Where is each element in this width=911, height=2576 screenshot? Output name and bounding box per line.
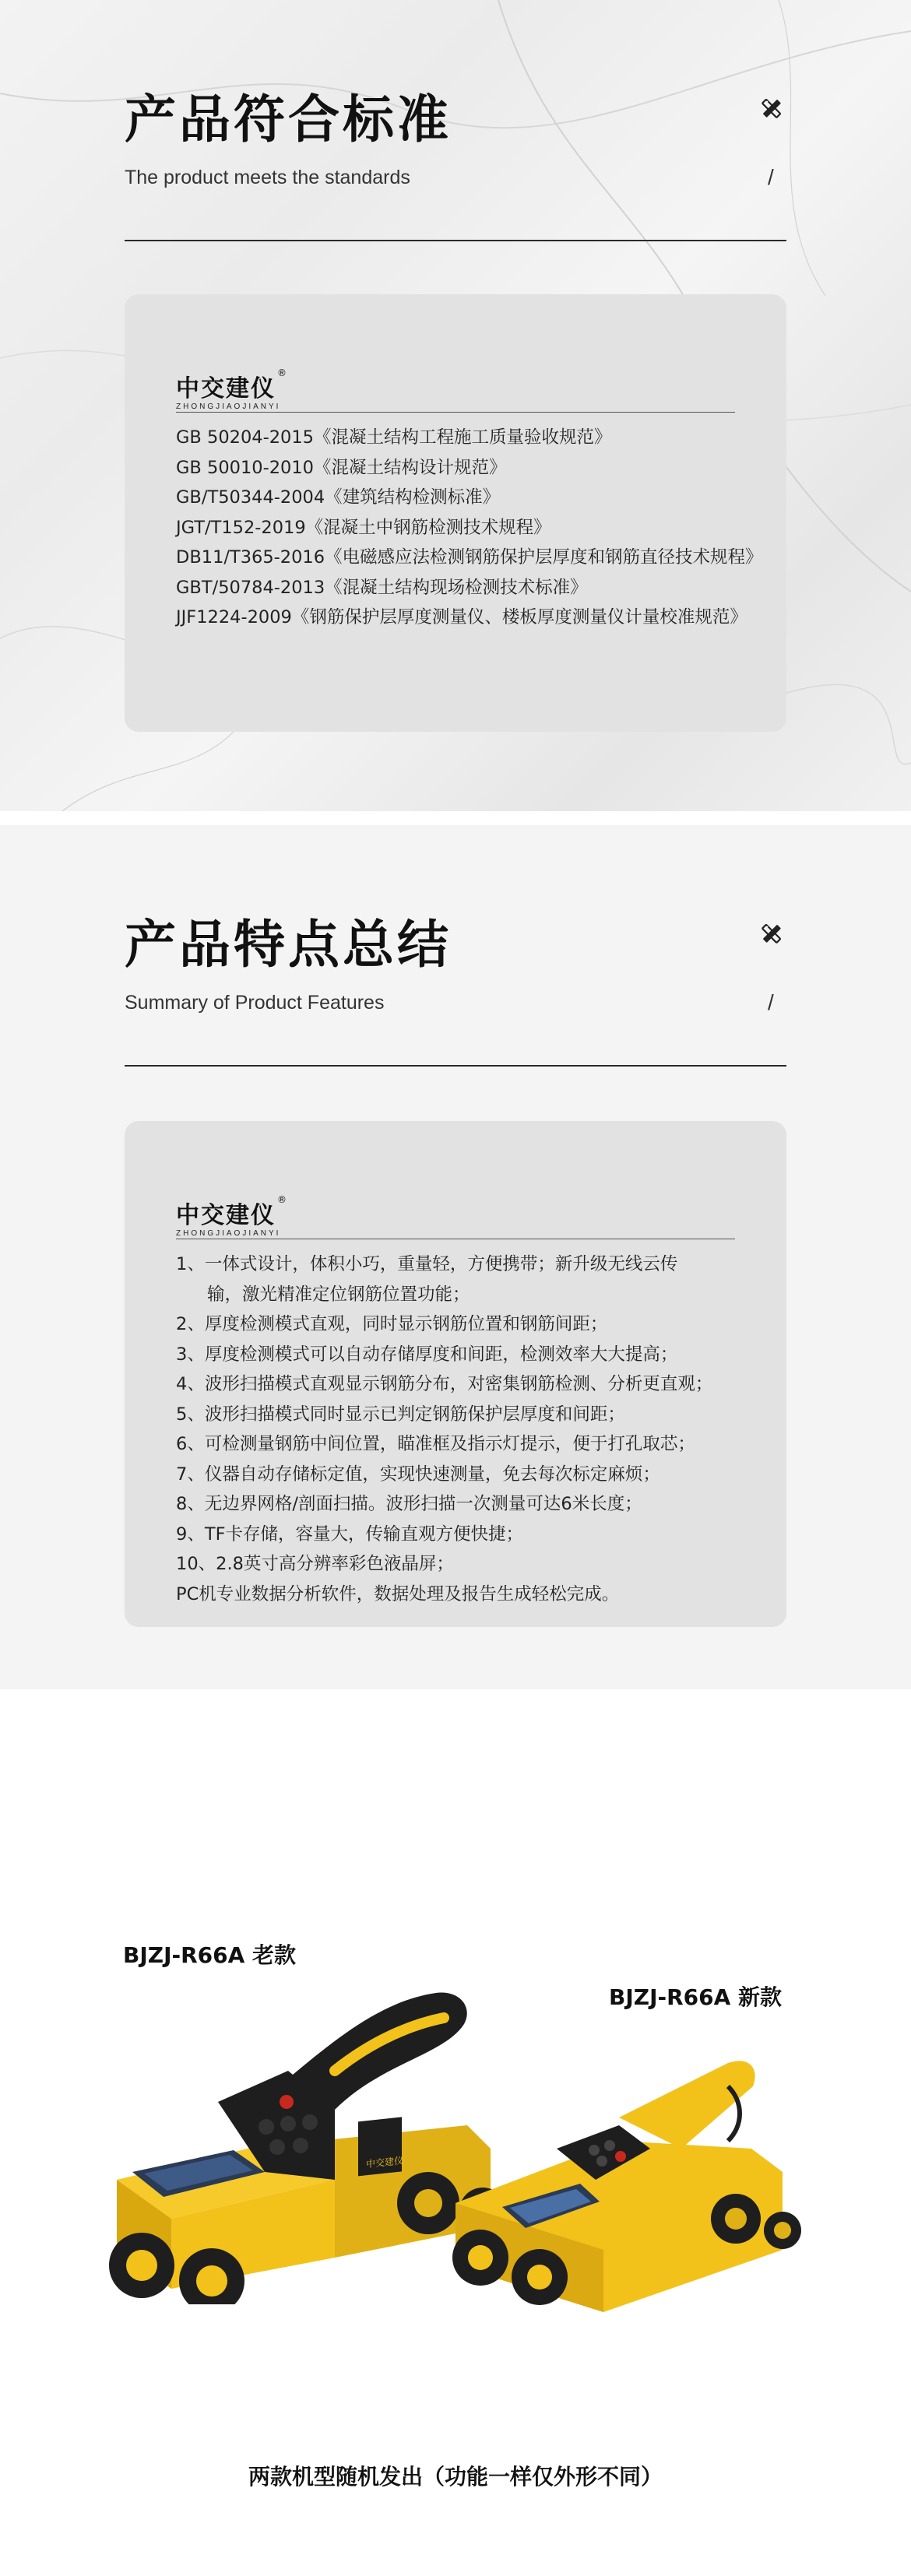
- feature-item: [176, 1309, 768, 1340]
- logo-pinyin: ZHONGJIAOJIANYI: [176, 1229, 281, 1238]
- feature-number: 9、: [176, 1523, 205, 1545]
- feature-text: 波形扫描模式直观显示钢筋分布，对密集钢筋检测、分析更直观；: [204, 1374, 713, 1394]
- feature-item: [176, 1400, 768, 1430]
- registered-mark: ®: [277, 367, 288, 378]
- standards-card: [125, 294, 786, 732]
- feature-text: 可检测量钢筋中间位置，瞄准框及指示灯提示，便于打孔取芯；: [204, 1434, 695, 1454]
- models-caption: 两款机型随机发出（功能一样仅外形不同）: [248, 2464, 663, 2490]
- section-divider: [125, 1065, 786, 1067]
- feature-item: [176, 1520, 768, 1550]
- pencil-ruler-icon: [758, 920, 785, 947]
- feature-number: 2、: [176, 1314, 205, 1334]
- brand-logo: [176, 369, 288, 411]
- feature-number: 8、: [176, 1494, 205, 1514]
- feature-item: [176, 1429, 768, 1460]
- standards-list: [176, 423, 768, 633]
- feature-item-continuation: [176, 1280, 768, 1310]
- page-subtitle: The product meets the standards: [125, 167, 410, 188]
- feature-text: 厚度检测模式直观，同时显示钢筋位置和钢筋间距；: [204, 1314, 608, 1334]
- feature-number: 5、: [176, 1404, 205, 1425]
- slash-mark: /: [768, 165, 774, 189]
- feature-number: 1、: [176, 1254, 205, 1274]
- old-model-device-image: [101, 1946, 506, 2304]
- feature-item: [176, 1340, 768, 1370]
- feature-item: [176, 1249, 768, 1280]
- feature-number: 3、: [176, 1344, 205, 1365]
- logo-text: 中交建仪: [176, 375, 276, 402]
- standard-item: GB/T50344-2004《建筑结构检测标准》: [176, 487, 501, 508]
- feature-number: 6、: [176, 1434, 205, 1454]
- registered-mark: ®: [277, 1194, 288, 1205]
- section-divider: [125, 240, 786, 241]
- feature-number: 4、: [176, 1374, 205, 1394]
- logo-text: 中交建仪: [176, 1202, 276, 1229]
- feature-item: [176, 1580, 768, 1610]
- feature-text: 一体式设计，体积小巧，重量轻，方便携带；新升级无线云传: [204, 1254, 678, 1274]
- features-list: [176, 1249, 768, 1609]
- models-section: [0, 1689, 911, 2576]
- feature-text: 无边界网格/剖面扫描。波形扫描一次测量可达6米长度；: [204, 1494, 642, 1514]
- feature-text: PC机专业数据分析软件，数据处理及报告生成轻松完成。: [176, 1583, 620, 1604]
- pencil-ruler-icon: [758, 95, 785, 121]
- standard-item: JJF1224-2009《钢筋保护层厚度测量仪、楼板厚度测量仪计量校准规范》: [176, 607, 747, 627]
- page-title: 产品符合标准: [125, 90, 452, 149]
- features-section: [0, 825, 911, 1689]
- feature-text: 仪器自动存储标定值，实现快速测量，免去每次标定麻烦；: [204, 1464, 660, 1485]
- feature-item: [176, 1369, 768, 1400]
- brand-logo: [176, 1196, 288, 1238]
- standard-item: DB11/T365-2016《电磁感应法检测钢筋保护层厚度和钢筋直径技术规程》: [176, 547, 763, 568]
- feature-item: [176, 1460, 768, 1490]
- feature-number: 10、: [176, 1554, 216, 1574]
- feature-item: [176, 1489, 768, 1520]
- standard-item: GBT/50784-2013《混凝土结构现场检测技术标准》: [176, 577, 588, 598]
- standards-section: [0, 0, 911, 811]
- feature-text: 输，激光精准定位钢筋位置功能；: [207, 1284, 470, 1305]
- feature-text: 波形扫描模式同时显示已判定钢筋保护层厚度和间距；: [204, 1404, 625, 1425]
- new-model-label: BJZJ-R66A 新款: [609, 1984, 783, 2010]
- feature-text: 厚度检测模式可以自动存储厚度和间距，检测效率大大提高；: [204, 1344, 678, 1365]
- logo-divider: [176, 412, 735, 413]
- device-brand-text: 中交建仪: [366, 2155, 403, 2170]
- feature-text: 2.8英寸高分辨率彩色液晶屏；: [216, 1554, 454, 1574]
- standard-item: GB 50204-2015《混凝土结构工程施工质量验收规范》: [176, 427, 612, 448]
- standard-item: GB 50010-2010《混凝土结构设计规范》: [176, 457, 507, 478]
- features-card: [125, 1121, 786, 1627]
- section-subtitle: Summary of Product Features: [125, 992, 385, 1014]
- old-model-label: BJZJ-R66A 老款: [123, 1942, 297, 1968]
- feature-text: TF卡存储，容量大，传输直观方便快捷；: [204, 1523, 524, 1545]
- feature-item: [176, 1549, 768, 1580]
- new-model-device-image: [448, 2024, 806, 2335]
- slash-mark: /: [768, 990, 774, 1014]
- logo-pinyin: ZHONGJIAOJIANYI: [176, 402, 281, 411]
- feature-number: 7、: [176, 1464, 205, 1485]
- section-title: 产品特点总结: [125, 915, 452, 975]
- standard-item: JGT/T152-2019《混凝土中钢筋检测技术规程》: [176, 517, 551, 538]
